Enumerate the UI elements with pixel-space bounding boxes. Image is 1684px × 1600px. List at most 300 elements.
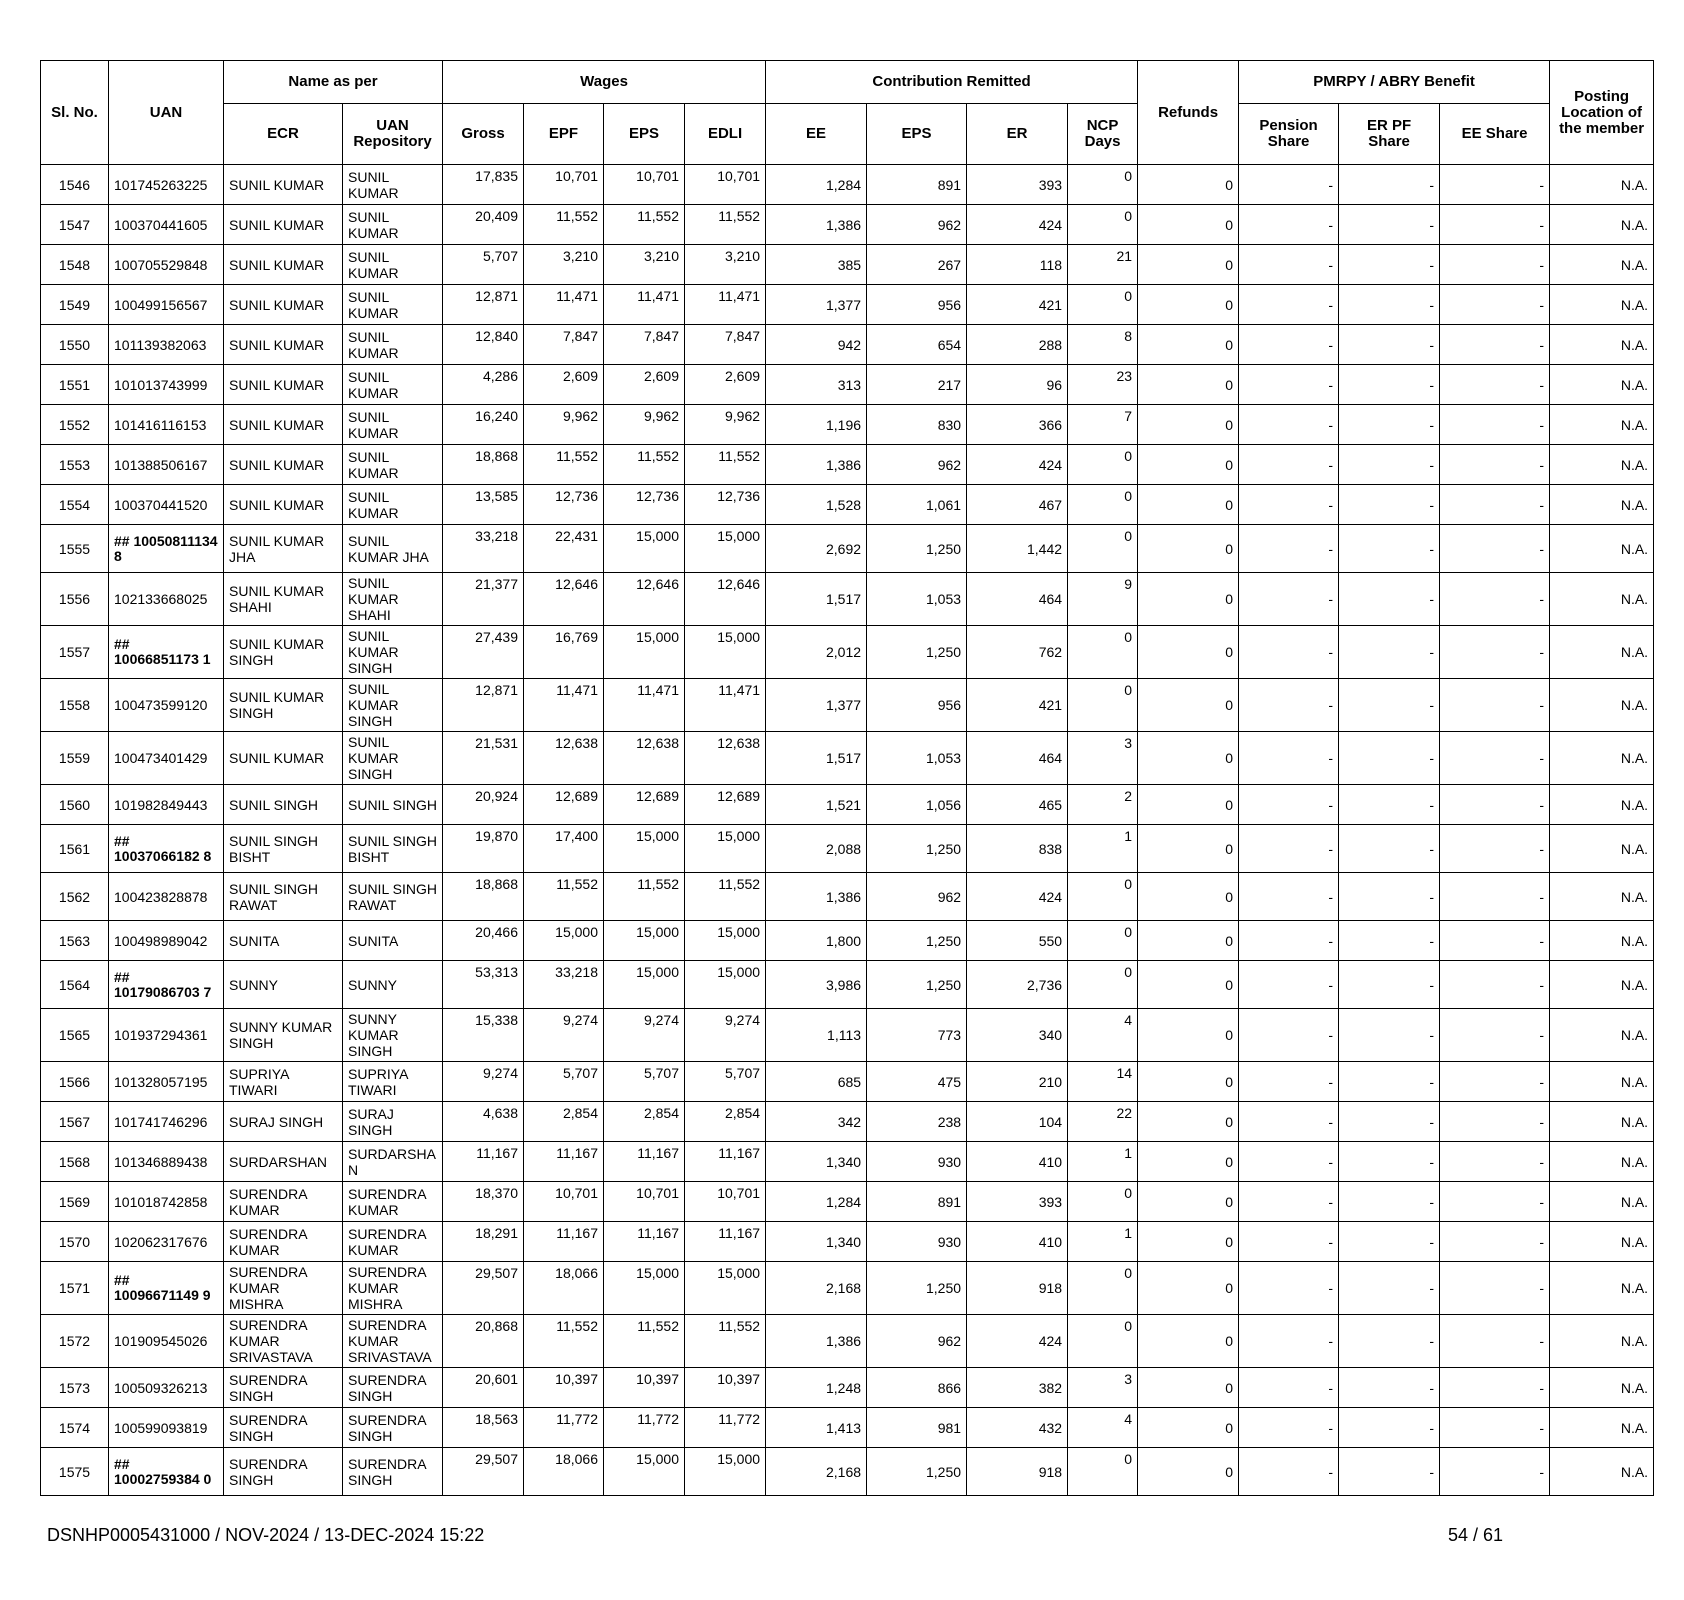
- er-cell: 464: [967, 732, 1068, 785]
- ee-cell: 1,386: [766, 205, 867, 245]
- er-pf-share-cell: -: [1339, 825, 1440, 873]
- pension-share-cell: -: [1239, 325, 1339, 365]
- ee-share-cell: -: [1440, 405, 1550, 445]
- contrib-eps-cell: 1,053: [867, 573, 967, 626]
- refunds-cell: 0: [1138, 825, 1239, 873]
- refunds-cell: 0: [1138, 1102, 1239, 1142]
- ee-cell: 1,340: [766, 1142, 867, 1182]
- header-contribution-remitted: Contribution Remitted: [766, 61, 1138, 104]
- repo-name-cell: SUNIL KUMAR: [343, 405, 443, 445]
- pension-share-cell: -: [1239, 785, 1339, 825]
- ee-cell: 1,284: [766, 1182, 867, 1222]
- epf-cell: 33,218: [524, 961, 604, 1009]
- contrib-eps-cell: 962: [867, 445, 967, 485]
- uan-cell: ## 10096671149 9: [109, 1262, 224, 1315]
- edli-cell: 15,000: [685, 961, 766, 1009]
- pension-share-cell: -: [1239, 573, 1339, 626]
- pension-share-cell: -: [1239, 961, 1339, 1009]
- epf-cell: 11,167: [524, 1142, 604, 1182]
- er-pf-share-cell: -: [1339, 1408, 1440, 1448]
- er-cell: 918: [967, 1262, 1068, 1315]
- ee-cell: 2,692: [766, 525, 867, 573]
- header-posting-location: Posting Location of the member: [1550, 61, 1654, 165]
- er-pf-share-cell: -: [1339, 1182, 1440, 1222]
- er-cell: 2,736: [967, 961, 1068, 1009]
- er-cell: 393: [967, 1182, 1068, 1222]
- uan-cell: 100473401429: [109, 732, 224, 785]
- posting-location-cell: N.A.: [1550, 1142, 1654, 1182]
- edli-cell: 15,000: [685, 1448, 766, 1496]
- edli-cell: 2,609: [685, 365, 766, 405]
- ncp-days-cell: 3: [1068, 732, 1138, 785]
- er-pf-share-cell: -: [1339, 445, 1440, 485]
- contrib-eps-cell: 930: [867, 1142, 967, 1182]
- header-epf: EPF: [524, 104, 604, 165]
- ee-share-cell: -: [1440, 1368, 1550, 1408]
- posting-location-cell: N.A.: [1550, 921, 1654, 961]
- wages-eps-cell: 9,962: [604, 405, 685, 445]
- contrib-eps-cell: 267: [867, 245, 967, 285]
- ecr-name-cell: SUNIL KUMAR: [224, 445, 343, 485]
- ncp-days-cell: 0: [1068, 285, 1138, 325]
- ncp-days-cell: 1: [1068, 1222, 1138, 1262]
- gross-cell: 20,466: [443, 921, 524, 961]
- contrib-eps-cell: 1,250: [867, 921, 967, 961]
- repo-name-cell: SUNIL KUMAR: [343, 245, 443, 285]
- edli-cell: 3,210: [685, 245, 766, 285]
- edli-cell: 12,638: [685, 732, 766, 785]
- table-row: [41, 573, 1654, 626]
- refunds-cell: 0: [1138, 1182, 1239, 1222]
- repo-name-cell: SUNIL KUMAR JHA: [343, 525, 443, 573]
- refunds-cell: 0: [1138, 1408, 1239, 1448]
- ee-cell: 2,168: [766, 1262, 867, 1315]
- er-cell: 424: [967, 445, 1068, 485]
- epf-cell: 9,274: [524, 1009, 604, 1062]
- epf-cell: 12,638: [524, 732, 604, 785]
- er-pf-share-cell: -: [1339, 785, 1440, 825]
- posting-location-cell: N.A.: [1550, 1222, 1654, 1262]
- ncp-days-cell: 0: [1068, 873, 1138, 921]
- table-row: [41, 165, 1654, 205]
- uan-cell: ## 10066851173 1: [109, 626, 224, 679]
- uan-cell: 101388506167: [109, 445, 224, 485]
- er-cell: 104: [967, 1102, 1068, 1142]
- ecr-name-cell: SURENDRA SINGH: [224, 1368, 343, 1408]
- posting-location-cell: N.A.: [1550, 285, 1654, 325]
- ecr-name-cell: SURAJ SINGH: [224, 1102, 343, 1142]
- er-cell: 465: [967, 785, 1068, 825]
- ecr-name-cell: SUNIL SINGH BISHT: [224, 825, 343, 873]
- ee-share-cell: -: [1440, 245, 1550, 285]
- uan-cell: 101982849443: [109, 785, 224, 825]
- repo-name-cell: SURENDRA SINGH: [343, 1368, 443, 1408]
- ee-cell: 1,413: [766, 1408, 867, 1448]
- gross-cell: 21,531: [443, 732, 524, 785]
- wages-eps-cell: 15,000: [604, 626, 685, 679]
- ecr-name-cell: SUPRIYA TIWARI: [224, 1062, 343, 1102]
- ee-share-cell: -: [1440, 285, 1550, 325]
- header-wages-eps: EPS: [604, 104, 685, 165]
- ee-share-cell: -: [1440, 165, 1550, 205]
- er-pf-share-cell: -: [1339, 1009, 1440, 1062]
- gross-cell: 9,274: [443, 1062, 524, 1102]
- table-body: [41, 165, 1654, 1496]
- epf-cell: 7,847: [524, 325, 604, 365]
- header-er-pf-share: ER PF Share: [1339, 104, 1440, 165]
- gross-cell: 20,924: [443, 785, 524, 825]
- wages-eps-cell: 7,847: [604, 325, 685, 365]
- uan-cell: 100499156567: [109, 285, 224, 325]
- posting-location-cell: N.A.: [1550, 205, 1654, 245]
- sl-no-cell: 1571: [41, 1262, 109, 1315]
- pension-share-cell: -: [1239, 1315, 1339, 1368]
- uan-cell: ## 10037066182 8: [109, 825, 224, 873]
- ecr-name-cell: SUNIL SINGH RAWAT: [224, 873, 343, 921]
- refunds-cell: 0: [1138, 1262, 1239, 1315]
- ncp-days-cell: 0: [1068, 165, 1138, 205]
- header-sl-no: Sl. No.: [41, 61, 109, 165]
- gross-cell: 16,240: [443, 405, 524, 445]
- wages-eps-cell: 2,609: [604, 365, 685, 405]
- uan-cell: 101416116153: [109, 405, 224, 445]
- table-row: [41, 245, 1654, 285]
- table-row: [41, 785, 1654, 825]
- edli-cell: 12,736: [685, 485, 766, 525]
- refunds-cell: 0: [1138, 285, 1239, 325]
- posting-location-cell: N.A.: [1550, 732, 1654, 785]
- wages-eps-cell: 5,707: [604, 1062, 685, 1102]
- ecr-name-cell: SUNIL KUMAR JHA: [224, 525, 343, 573]
- wages-eps-cell: 10,701: [604, 1182, 685, 1222]
- gross-cell: 4,286: [443, 365, 524, 405]
- contrib-eps-cell: 1,061: [867, 485, 967, 525]
- posting-location-cell: N.A.: [1550, 626, 1654, 679]
- refunds-cell: 0: [1138, 405, 1239, 445]
- gross-cell: 53,313: [443, 961, 524, 1009]
- uan-cell: 100423828878: [109, 873, 224, 921]
- edli-cell: 9,962: [685, 405, 766, 445]
- pension-share-cell: -: [1239, 445, 1339, 485]
- header-ncp-days: NCP Days: [1068, 104, 1138, 165]
- ecr-name-cell: SUNNY KUMAR SINGH: [224, 1009, 343, 1062]
- table-row: [41, 1062, 1654, 1102]
- contrib-eps-cell: 1,250: [867, 525, 967, 573]
- ee-cell: 342: [766, 1102, 867, 1142]
- pension-share-cell: -: [1239, 1448, 1339, 1496]
- table-row: [41, 525, 1654, 573]
- table-row: [41, 205, 1654, 245]
- uan-cell: 100599093819: [109, 1408, 224, 1448]
- wages-eps-cell: 12,638: [604, 732, 685, 785]
- gross-cell: 12,840: [443, 325, 524, 365]
- ecr-name-cell: SURENDRA KUMAR: [224, 1182, 343, 1222]
- er-pf-share-cell: -: [1339, 1262, 1440, 1315]
- wages-eps-cell: 12,736: [604, 485, 685, 525]
- wages-eps-cell: 11,471: [604, 285, 685, 325]
- header-edli: EDLI: [685, 104, 766, 165]
- epf-cell: 17,400: [524, 825, 604, 873]
- edli-cell: 15,000: [685, 525, 766, 573]
- er-pf-share-cell: -: [1339, 1315, 1440, 1368]
- er-pf-share-cell: -: [1339, 405, 1440, 445]
- ee-cell: 1,800: [766, 921, 867, 961]
- er-cell: 118: [967, 245, 1068, 285]
- table-row: [41, 1262, 1654, 1315]
- sl-no-cell: 1575: [41, 1448, 109, 1496]
- epf-cell: 18,066: [524, 1262, 604, 1315]
- edli-cell: 15,000: [685, 1262, 766, 1315]
- header-name-as-per: Name as per: [224, 61, 443, 104]
- edli-cell: 15,000: [685, 921, 766, 961]
- epf-cell: 12,689: [524, 785, 604, 825]
- posting-location-cell: N.A.: [1550, 445, 1654, 485]
- ncp-days-cell: 23: [1068, 365, 1138, 405]
- pension-share-cell: -: [1239, 825, 1339, 873]
- epf-cell: 16,769: [524, 626, 604, 679]
- sl-no-cell: 1551: [41, 365, 109, 405]
- wages-eps-cell: 11,552: [604, 1315, 685, 1368]
- sl-no-cell: 1572: [41, 1315, 109, 1368]
- er-pf-share-cell: -: [1339, 732, 1440, 785]
- ee-cell: 2,088: [766, 825, 867, 873]
- header-contrib-eps: EPS: [867, 104, 967, 165]
- uan-cell: 100370441605: [109, 205, 224, 245]
- refunds-cell: 0: [1138, 785, 1239, 825]
- contribution-table: [40, 60, 1654, 1496]
- gross-cell: 4,638: [443, 1102, 524, 1142]
- er-pf-share-cell: -: [1339, 873, 1440, 921]
- contrib-eps-cell: 238: [867, 1102, 967, 1142]
- ncp-days-cell: 0: [1068, 1448, 1138, 1496]
- epf-cell: 11,471: [524, 285, 604, 325]
- er-pf-share-cell: -: [1339, 525, 1440, 573]
- wages-eps-cell: 15,000: [604, 525, 685, 573]
- pension-share-cell: -: [1239, 1142, 1339, 1182]
- wages-eps-cell: 15,000: [604, 1262, 685, 1315]
- posting-location-cell: N.A.: [1550, 1262, 1654, 1315]
- repo-name-cell: SUNIL KUMAR SHAHI: [343, 573, 443, 626]
- uan-cell: 101139382063: [109, 325, 224, 365]
- epf-cell: 11,552: [524, 205, 604, 245]
- ee-share-cell: -: [1440, 921, 1550, 961]
- refunds-cell: 0: [1138, 1315, 1239, 1368]
- uan-cell: 101741746296: [109, 1102, 224, 1142]
- ecr-name-cell: SUNIL KUMAR SINGH: [224, 679, 343, 732]
- posting-location-cell: N.A.: [1550, 1408, 1654, 1448]
- ee-share-cell: -: [1440, 732, 1550, 785]
- gross-cell: 18,563: [443, 1408, 524, 1448]
- ncp-days-cell: 0: [1068, 525, 1138, 573]
- pension-share-cell: -: [1239, 1009, 1339, 1062]
- contrib-eps-cell: 1,250: [867, 825, 967, 873]
- edli-cell: 11,772: [685, 1408, 766, 1448]
- wages-eps-cell: 15,000: [604, 961, 685, 1009]
- edli-cell: 9,274: [685, 1009, 766, 1062]
- header-refunds: Refunds: [1138, 61, 1239, 165]
- table-row: [41, 626, 1654, 679]
- contrib-eps-cell: 1,250: [867, 1262, 967, 1315]
- refunds-cell: 0: [1138, 205, 1239, 245]
- sl-no-cell: 1553: [41, 445, 109, 485]
- sl-no-cell: 1556: [41, 573, 109, 626]
- table-row: [41, 445, 1654, 485]
- refunds-cell: 0: [1138, 1062, 1239, 1102]
- epf-cell: 15,000: [524, 921, 604, 961]
- table-row: [41, 365, 1654, 405]
- uan-cell: 101909545026: [109, 1315, 224, 1368]
- ee-cell: 1,386: [766, 445, 867, 485]
- sl-no-cell: 1555: [41, 525, 109, 573]
- edli-cell: 12,689: [685, 785, 766, 825]
- sl-no-cell: 1574: [41, 1408, 109, 1448]
- gross-cell: 11,167: [443, 1142, 524, 1182]
- wages-eps-cell: 15,000: [604, 921, 685, 961]
- contrib-eps-cell: 475: [867, 1062, 967, 1102]
- uan-cell: ## 10050811134 8: [109, 525, 224, 573]
- er-pf-share-cell: -: [1339, 205, 1440, 245]
- ncp-days-cell: 0: [1068, 1262, 1138, 1315]
- refunds-cell: 0: [1138, 445, 1239, 485]
- er-cell: 762: [967, 626, 1068, 679]
- ee-cell: 313: [766, 365, 867, 405]
- epf-cell: 5,707: [524, 1062, 604, 1102]
- ee-cell: 1,528: [766, 485, 867, 525]
- sl-no-cell: 1567: [41, 1102, 109, 1142]
- gross-cell: 12,871: [443, 285, 524, 325]
- ee-cell: 1,377: [766, 285, 867, 325]
- contrib-eps-cell: 956: [867, 679, 967, 732]
- gross-cell: 27,439: [443, 626, 524, 679]
- ecr-name-cell: SUNIL KUMAR: [224, 732, 343, 785]
- gross-cell: 20,601: [443, 1368, 524, 1408]
- wages-eps-cell: 11,167: [604, 1142, 685, 1182]
- wages-eps-cell: 9,274: [604, 1009, 685, 1062]
- repo-name-cell: SUNIL KUMAR: [343, 325, 443, 365]
- ecr-name-cell: SUNIL KUMAR: [224, 405, 343, 445]
- header-er: ER: [967, 104, 1068, 165]
- uan-cell: 100498989042: [109, 921, 224, 961]
- pension-share-cell: -: [1239, 1408, 1339, 1448]
- ee-cell: 1,377: [766, 679, 867, 732]
- epf-cell: 22,431: [524, 525, 604, 573]
- pension-share-cell: -: [1239, 626, 1339, 679]
- contrib-eps-cell: 654: [867, 325, 967, 365]
- ecr-name-cell: SUNIL KUMAR: [224, 365, 343, 405]
- page-number: 54 / 61: [1448, 1525, 1504, 1545]
- er-cell: 210: [967, 1062, 1068, 1102]
- ncp-days-cell: 0: [1068, 445, 1138, 485]
- posting-location-cell: N.A.: [1550, 1102, 1654, 1142]
- gross-cell: 21,377: [443, 573, 524, 626]
- contrib-eps-cell: 866: [867, 1368, 967, 1408]
- repo-name-cell: SUNIL SINGH BISHT: [343, 825, 443, 873]
- posting-location-cell: N.A.: [1550, 1009, 1654, 1062]
- table-row: [41, 1142, 1654, 1182]
- uan-cell: 101745263225: [109, 165, 224, 205]
- wages-eps-cell: 12,689: [604, 785, 685, 825]
- repo-name-cell: SUNIL KUMAR: [343, 485, 443, 525]
- wages-eps-cell: 10,701: [604, 165, 685, 205]
- epf-cell: 12,736: [524, 485, 604, 525]
- gross-cell: 29,507: [443, 1448, 524, 1496]
- repo-name-cell: SUNIL KUMAR SINGH: [343, 732, 443, 785]
- epf-cell: 10,397: [524, 1368, 604, 1408]
- ncp-days-cell: 3: [1068, 1368, 1138, 1408]
- ncp-days-cell: 4: [1068, 1009, 1138, 1062]
- er-cell: 410: [967, 1142, 1068, 1182]
- er-cell: 421: [967, 679, 1068, 732]
- sl-no-cell: 1560: [41, 785, 109, 825]
- uan-cell: 100705529848: [109, 245, 224, 285]
- ee-cell: 1,386: [766, 1315, 867, 1368]
- ncp-days-cell: 7: [1068, 405, 1138, 445]
- ecr-name-cell: SUNIL KUMAR: [224, 485, 343, 525]
- er-cell: 918: [967, 1448, 1068, 1496]
- wages-eps-cell: 3,210: [604, 245, 685, 285]
- ee-cell: 1,113: [766, 1009, 867, 1062]
- repo-name-cell: SUNIL KUMAR SINGH: [343, 679, 443, 732]
- edli-cell: 11,471: [685, 285, 766, 325]
- contrib-eps-cell: 1,056: [867, 785, 967, 825]
- ee-share-cell: -: [1440, 325, 1550, 365]
- ee-cell: 2,168: [766, 1448, 867, 1496]
- refunds-cell: 0: [1138, 1368, 1239, 1408]
- sl-no-cell: 1554: [41, 485, 109, 525]
- contrib-eps-cell: 956: [867, 285, 967, 325]
- er-cell: 424: [967, 873, 1068, 921]
- header-uan: UAN: [109, 61, 224, 165]
- table-row: [41, 873, 1654, 921]
- ncp-days-cell: 0: [1068, 921, 1138, 961]
- repo-name-cell: SUNIL SINGH RAWAT: [343, 873, 443, 921]
- ee-cell: 3,986: [766, 961, 867, 1009]
- ncp-days-cell: 0: [1068, 679, 1138, 732]
- refunds-cell: 0: [1138, 921, 1239, 961]
- er-pf-share-cell: -: [1339, 1062, 1440, 1102]
- ee-cell: 1,517: [766, 573, 867, 626]
- epf-cell: 11,167: [524, 1222, 604, 1262]
- pension-share-cell: -: [1239, 679, 1339, 732]
- sl-no-cell: 1570: [41, 1222, 109, 1262]
- sl-no-cell: 1548: [41, 245, 109, 285]
- er-cell: 1,442: [967, 525, 1068, 573]
- ncp-days-cell: 21: [1068, 245, 1138, 285]
- refunds-cell: 0: [1138, 1142, 1239, 1182]
- header-pmrpy-abry: PMRPY / ABRY Benefit: [1239, 61, 1550, 104]
- ee-cell: 1,521: [766, 785, 867, 825]
- contrib-eps-cell: 217: [867, 365, 967, 405]
- table-row: [41, 1222, 1654, 1262]
- ncp-days-cell: 0: [1068, 1315, 1138, 1368]
- ecr-name-cell: SUNIL KUMAR: [224, 325, 343, 365]
- pension-share-cell: -: [1239, 485, 1339, 525]
- table-row: [41, 285, 1654, 325]
- posting-location-cell: N.A.: [1550, 1182, 1654, 1222]
- posting-location-cell: N.A.: [1550, 485, 1654, 525]
- epf-cell: 3,210: [524, 245, 604, 285]
- repo-name-cell: SURENDRA SINGH: [343, 1448, 443, 1496]
- table-row: [41, 1315, 1654, 1368]
- refunds-cell: 0: [1138, 732, 1239, 785]
- edli-cell: 11,552: [685, 445, 766, 485]
- wages-eps-cell: 10,397: [604, 1368, 685, 1408]
- er-cell: 382: [967, 1368, 1068, 1408]
- refunds-cell: 0: [1138, 573, 1239, 626]
- ecr-name-cell: SUNIL KUMAR: [224, 205, 343, 245]
- pension-share-cell: -: [1239, 1062, 1339, 1102]
- uan-cell: 102062317676: [109, 1222, 224, 1262]
